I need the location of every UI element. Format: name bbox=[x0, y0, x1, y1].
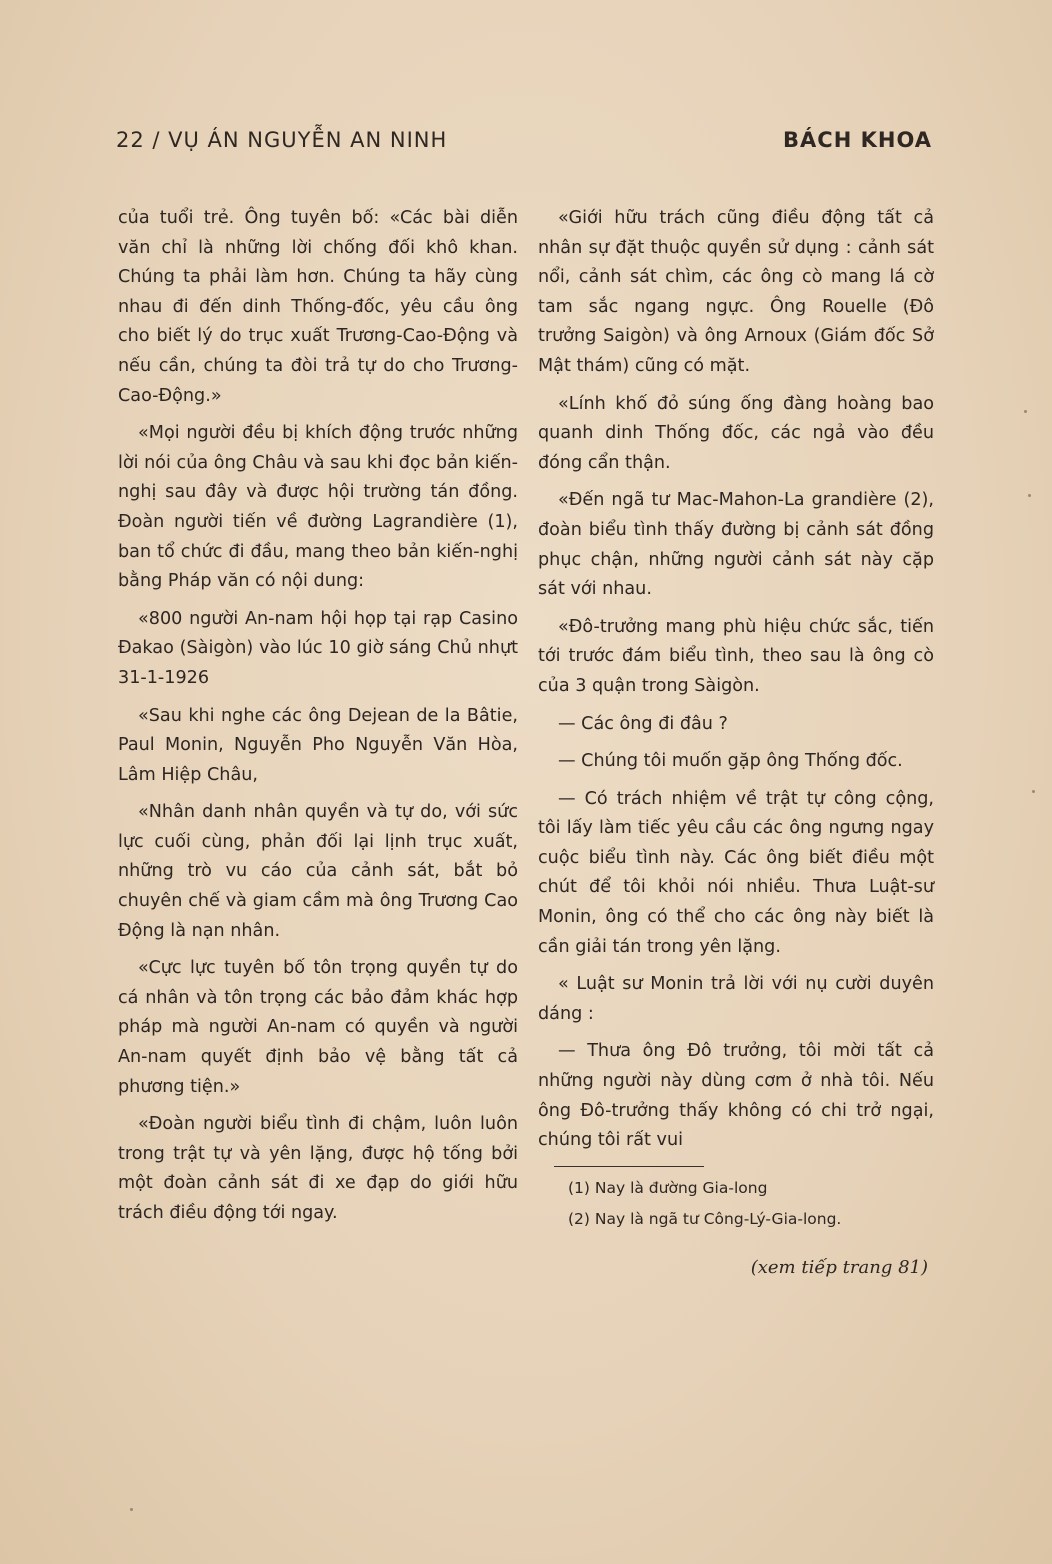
footnote: (2) Nay là ngã tư Công-Lý-Gia-long. bbox=[568, 1209, 842, 1228]
running-head-right: BÁCH KHOA bbox=[783, 128, 932, 152]
footnote: (1) Nay là đường Gia-long bbox=[568, 1178, 768, 1197]
continuation-note: (xem tiếp trang 81) bbox=[750, 1256, 928, 1278]
paper-speck bbox=[1028, 494, 1031, 497]
paragraph: «Lính khố đỏ súng ống đàng hoàng bao quanh dinh Thống đốc, các ngả vào đều đóng cẩn thận. bbox=[538, 393, 934, 473]
paragraph: «Sau khi nghe các ông Dejean de la Bâtie, Paul Monin, Nguyễn Pho Nguyễn Văn Hòa, Lâm Hiệp Châu, bbox=[118, 705, 518, 785]
paragraph: « Luật sư Monin trả lời với nụ cười duyên dáng : bbox=[538, 974, 934, 1024]
footnote-divider bbox=[554, 1166, 704, 1167]
left-column bbox=[118, 204, 518, 1237]
paragraph: «Mọi người đều bị khích động trước những lời nói của ông Châu và sau khi đọc bản kiến-nghị sau đây và được hội trường tán đồng. Đoàn người tiến về đường Lagrandière (1), ban tổ chức đi đầu, mang theo bản kiến-nghị bằng Pháp văn có nội dung: bbox=[118, 423, 518, 592]
paragraph: «Giới hữu trách cũng điều động tất cả nhân sự đặt thuộc quyền sử dụng : cảnh sát nổi, cảnh sát chìm, các ông cò mang lá cờ tam sắc ngang ngực. Ông Rouelle (Đô trưởng Saigòn) và ông Arnoux (Giám đốc Sở Mật thám) cũng có mặt. bbox=[538, 208, 934, 376]
paper-speck bbox=[1032, 790, 1035, 793]
paragraph: «Đoàn người biểu tình đi chậm, luôn luôn trong trật tự và yên lặng, được hộ tống bởi một đoàn cảnh sát đi xe đạp do giới hữu trách điều động tới ngay. bbox=[118, 1114, 518, 1223]
dialogue-line: — Thưa ông Đô trưởng, tôi mời tất cả những người này dùng cơm ở nhà tôi. Nếu ông Đô-trưởng thấy không có chi trở ngại, chúng tôi rất vui bbox=[538, 1041, 934, 1151]
paragraph: «Nhân danh nhân quyền và tự do, với sức lực cuối cùng, phản đối lại lịnh trục xuất, những trò vu cáo của cảnh sát, bắt bỏ chuyên chế và giam cầm mà ông Trương Cao Động là nạn nhân. bbox=[118, 802, 518, 941]
dialogue-line: — Các ông đi đâu ? bbox=[558, 713, 728, 734]
paragraph: «800 người An-nam hội họp tại rạp Casino Đakao (Sàigòn) vào lúc 10 giờ sáng Chủ nhựt 31-1-1926 bbox=[118, 608, 518, 688]
dialogue-line: — Chúng tôi muốn gặp ông Thống đốc. bbox=[558, 751, 903, 772]
running-head-left: 22 / VỤ ÁN NGUYỄN AN NINH bbox=[116, 128, 448, 152]
paragraph: «Đến ngã tư Mac-Mahon-La grandière (2), đoàn biểu tình thấy đường bị cảnh sát đồng phục chận, những người cảnh sát này cặp sát với nhau. bbox=[538, 490, 934, 600]
paragraph: của tuổi trẻ. Ông tuyên bố: «Các bài diễn văn chỉ là những lời chống đối khô khan. Chúng ta phải làm hơn. Chúng ta hãy cùng nhau đi đến dinh Thống-đốc, yêu cầu ông cho biết lý do trục xuất Trương-Cao-Động và nếu cần, chúng ta đòi trả tự do cho Trương-Cao-Động.» bbox=[118, 208, 518, 406]
paper-speck bbox=[130, 1508, 133, 1511]
paragraph: «Cực lực tuyên bố tôn trọng quyền tự do cá nhân và tôn trọng các bảo đảm khác hợp pháp mà người An-nam có quyền và người An-nam quyết định bảo vệ bằng tất cả phương tiện.» bbox=[118, 958, 518, 1097]
paper-speck bbox=[1024, 410, 1027, 413]
paragraph: «Đô-trưởng mang phù hiệu chức sắc, tiến tới trước đám biểu tình, theo sau là ông cò của 3 quận trong Sàigòn. bbox=[538, 616, 934, 696]
dialogue-line: — Có trách nhiệm về trật tự công cộng, tôi lấy làm tiếc yêu cầu các ông ngưng ngay cuộc biểu tình này. Các ông biết điều một chút để tôi khỏi nói nhiều. Thưa Luật-sư Monin, ông có thể cho các ông này biết là cần giải tán trong yên lặng. bbox=[538, 788, 934, 957]
right-column bbox=[538, 204, 934, 1282]
